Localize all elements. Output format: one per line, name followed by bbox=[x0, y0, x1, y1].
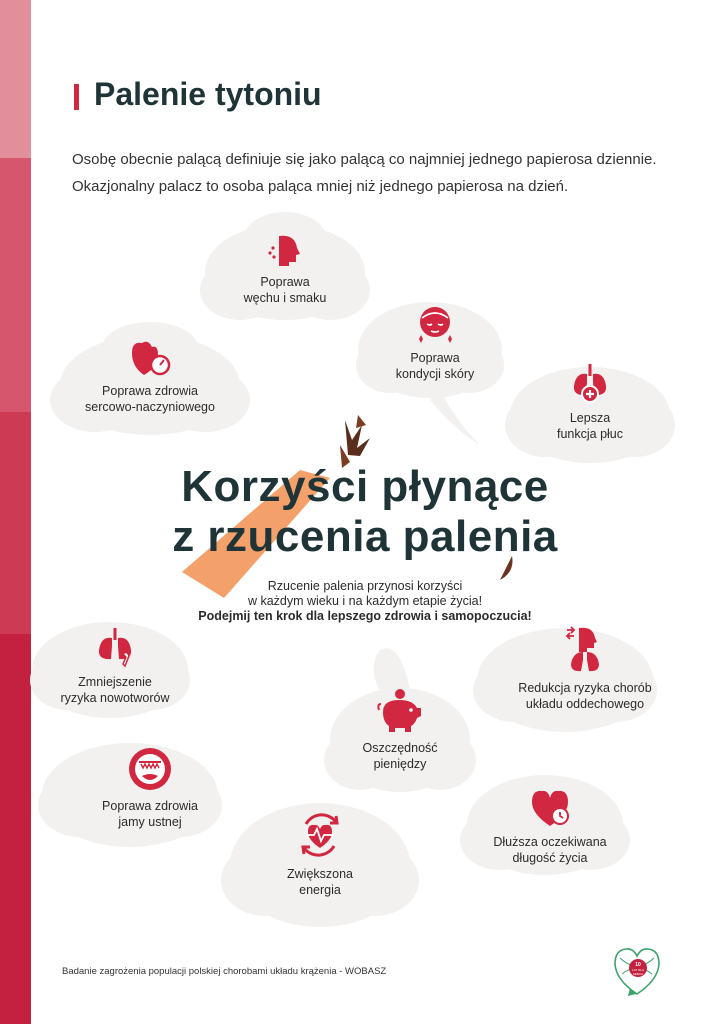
subtext-line-1: Rzucenie palenia przynosi korzyści bbox=[267, 579, 463, 593]
benefit-mouth bbox=[80, 746, 220, 830]
benefit-lifespan bbox=[475, 788, 625, 866]
benefit-label: Poprawa zdrowia jamy ustnej bbox=[102, 799, 198, 829]
benefit-label: Zwiększona energia bbox=[287, 867, 353, 897]
benefit-skin bbox=[375, 304, 495, 382]
benefit-label: Dłuższa oczekiwana długość życia bbox=[493, 835, 607, 865]
benefit-smell bbox=[225, 232, 345, 306]
mouth-icon bbox=[127, 746, 173, 792]
benefit-energy bbox=[260, 810, 380, 898]
benefit-label: Oszczędność pieniędzy bbox=[362, 741, 438, 771]
heart-clock-icon bbox=[528, 788, 572, 828]
intro-line-2: Okazjonalny palacz to osoba paląca mniej niż jednego papierosa na dzień. bbox=[72, 178, 569, 195]
headline-line-1: Korzyści płynące bbox=[181, 462, 549, 511]
subtext bbox=[150, 579, 580, 624]
logo-text-top: 10 bbox=[635, 962, 641, 968]
lungs-plus-icon bbox=[570, 362, 610, 404]
logo-heart bbox=[612, 944, 662, 1000]
intro-line-1: Osobę obecnie palącą definiuje się jako palącą co najmniej jednego papierosa dziennie. bbox=[72, 151, 657, 168]
respiratory-icon bbox=[563, 624, 607, 674]
subtext-line-3: Podejmij ten krok dla lepszego zdrowia i samopoczucia! bbox=[198, 609, 532, 623]
head-smell-icon bbox=[267, 232, 303, 268]
lungs-ribbon-icon bbox=[95, 626, 135, 668]
benefit-label: Poprawa węchu i smaku bbox=[243, 275, 327, 305]
heart-energy-icon bbox=[294, 810, 346, 860]
page-title: Palenie tytoniu bbox=[94, 76, 322, 112]
benefit-respiratory bbox=[500, 624, 670, 712]
benefit-label: Poprawa zdrowia sercowo-naczyniowego bbox=[85, 384, 215, 414]
benefit-money bbox=[345, 688, 455, 772]
benefit-cardio bbox=[65, 337, 235, 415]
headline-line-2: z rzucenia palenia bbox=[172, 512, 558, 561]
benefit-label: Poprawa kondycji skóry bbox=[395, 351, 475, 381]
logo-text-bot: SERCA bbox=[632, 972, 644, 976]
face-skin-icon bbox=[415, 304, 455, 344]
heart-gauge-icon bbox=[128, 337, 172, 377]
logo-text-mid: LAT DLA bbox=[632, 968, 644, 972]
headline bbox=[110, 462, 620, 562]
footer-source: Badanie zagrożenia populacji polskiej chorobami układu krążenia - WOBASZ bbox=[62, 966, 387, 977]
benefit-label: Zmniejszenie ryzyka nowotworów bbox=[60, 675, 170, 705]
benefit-label: Lepsza funkcja płuc bbox=[556, 411, 623, 441]
benefit-label: Redukcja ryzyka chorób układu oddechowego bbox=[518, 681, 652, 711]
subtext-line-2: w każdym wieku i na każdym etapie życia! bbox=[247, 594, 483, 608]
benefit-cancer bbox=[45, 626, 185, 706]
piggy-bank-icon bbox=[375, 688, 425, 734]
benefit-lungs bbox=[535, 362, 645, 442]
